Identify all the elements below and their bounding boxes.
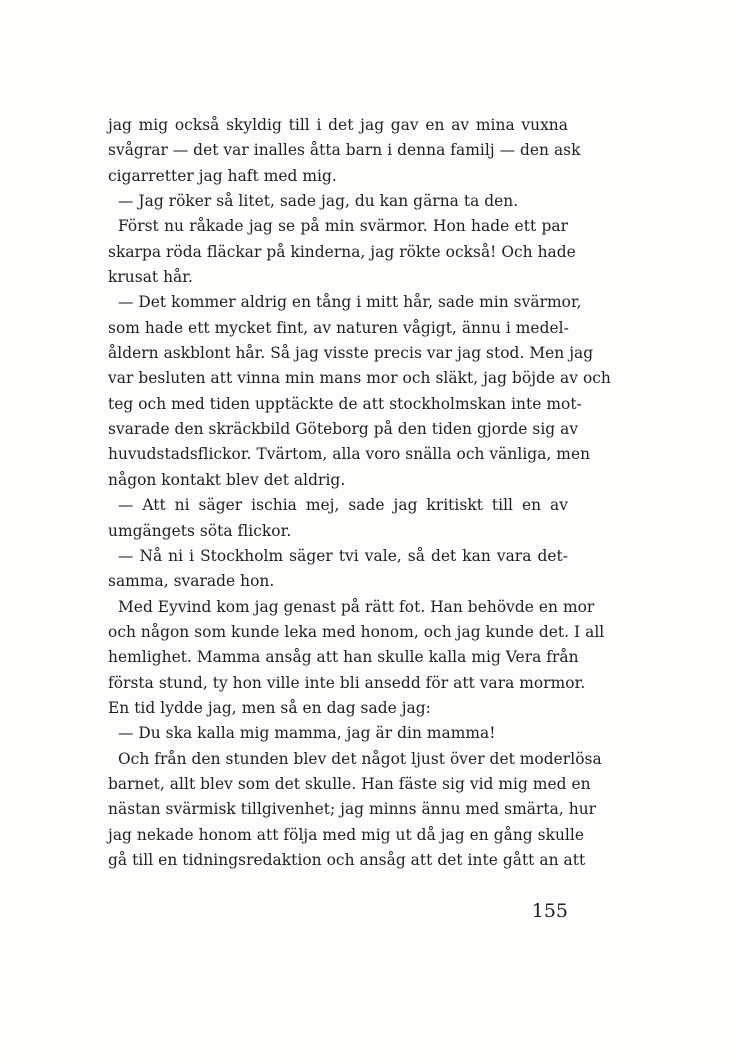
text-line: svarade den skräckbild Göteborg på den tiden gjorde sig av <box>108 420 579 439</box>
text-line: — Jag röker så litet, sade jag, du kan gärna ta den. <box>118 192 519 211</box>
text-line: teg och med tiden upptäckte de att stockholmskan inte mot- <box>108 394 582 413</box>
text-line: svågrar — det var inalles åtta barn i denna familj — den ask <box>108 141 581 160</box>
text-line: umgängets söta flickor. <box>108 521 292 540</box>
text-line: skarpa röda fläckar på kinderna, jag rökte också! Och hade <box>108 242 576 261</box>
text-line: Först nu råkade jag se på min svärmor. Hon hade ett par <box>118 217 568 236</box>
text-line: åldern askblont hår. Så jag visste precis var jag stod. Men jag <box>108 344 594 363</box>
text-line: — Det kommer aldrig en tång i mitt hår, sade min svärmor, <box>118 293 582 312</box>
text-line: barnet, allt blev som det skulle. Han fäste sig vid mig med en <box>108 774 591 793</box>
text-line: samma, svarade hon. <box>108 572 275 591</box>
text-line: var besluten att vinna min mans mor och släkt, jag böjde av och <box>108 369 611 388</box>
text-line: någon kontakt blev det aldrig. <box>108 470 346 489</box>
text-line: — Du ska kalla mig mamma, jag är din mamma! <box>118 724 496 743</box>
text-line: — Att ni säger ischia mej, sade jag kritiskt till en av <box>118 496 568 515</box>
text-line: cigarretter jag haft med mig. <box>108 166 337 185</box>
text-line: och någon som kunde leka med honom, och jag kunde det. I all <box>108 622 605 641</box>
text-line: nästan svärmisk tillgivenhet; jag minns ännu med smärta, hur <box>108 800 597 819</box>
text-line: som hade ett mycket fint, av naturen vågigt, ännu i medel- <box>108 318 569 337</box>
text-line: — Nå ni i Stockholm säger tvi vale, så det kan vara det- <box>118 546 568 565</box>
text-line: En tid lydde jag, men så en dag sade jag: <box>108 698 431 717</box>
text-line: första stund, ty hon ville inte bli ansedd för att vara mormor. <box>108 673 586 692</box>
page-number: 155 <box>531 900 568 922</box>
text-line: krusat hår. <box>108 268 193 287</box>
text-line: jag nekade honom att följa med mig ut då jag en gång skulle <box>108 825 585 844</box>
text-line: jag mig också skyldig till i det jag gav en av mina vuxna <box>108 116 568 134</box>
text-line: hemlighet. Mamma ansåg att han skulle kalla mig Vera från <box>108 648 579 667</box>
text-line: Med Eyvind kom jag genast på rätt fot. Han behövde en mor <box>118 597 595 616</box>
text-line: gå till en tidningsredaktion och ansåg att det inte gått an att <box>108 850 586 869</box>
body-text <box>108 113 611 873</box>
text-line: Och från den stunden blev det något ljust över det moderlösa <box>118 749 602 768</box>
text-line: huvudstadsflickor. Tvärtom, alla voro snälla och vänliga, men <box>108 445 591 464</box>
